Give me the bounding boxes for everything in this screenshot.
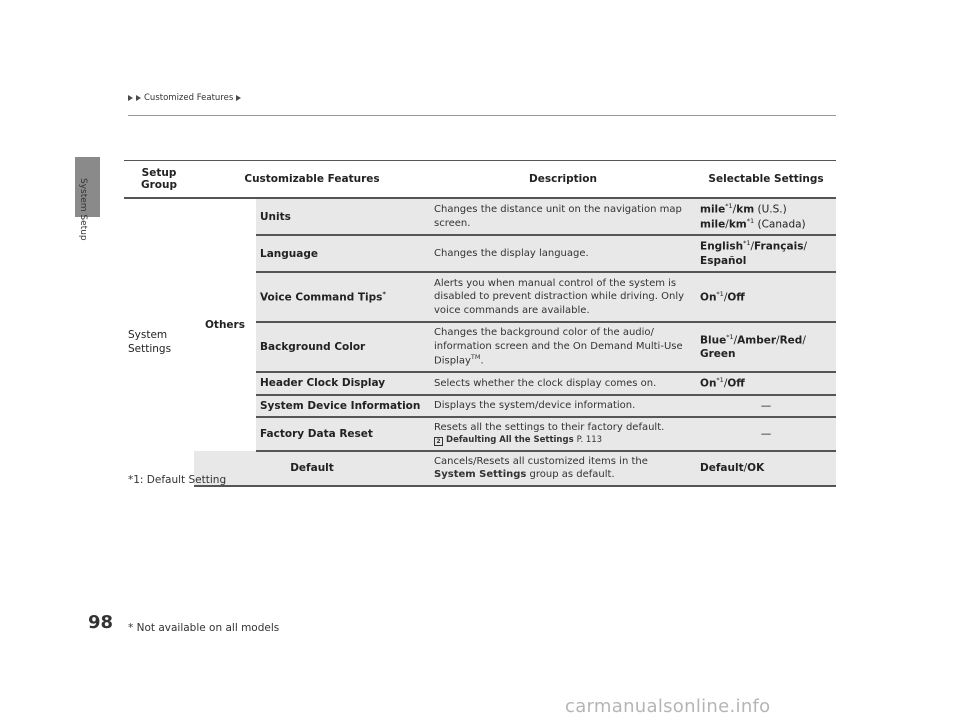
description-voice-command-tips: Alerts you when manual control of the system is disabled to prevent distraction while driving. Only voice commands are available. xyxy=(430,272,696,322)
header-divider xyxy=(128,115,836,116)
watermark: carmanualsonline.info xyxy=(565,696,771,717)
header-customizable-features: Customizable Features xyxy=(194,161,430,199)
breadcrumb xyxy=(128,93,241,103)
settings-background-color: Blue$^{*1}$/Amber/Red/ Green xyxy=(696,322,836,372)
table-row xyxy=(124,198,836,235)
footnote-default-setting: *1: Default Setting xyxy=(128,474,227,486)
sidebar-label: System Setup xyxy=(78,178,88,241)
feature-system-device-information: System Device Information xyxy=(256,395,430,417)
description-language: Changes the display language. xyxy=(430,235,696,272)
feature-factory-data-reset: Factory Data Reset xyxy=(256,417,430,451)
header-selectable-settings: Selectable Settings xyxy=(696,161,836,199)
customizable-features-table xyxy=(124,160,836,487)
description-system-device-information: Displays the system/device information. xyxy=(430,395,696,417)
description-factory-data-reset: Resets all the settings to their factory default. 2 Defaulting All the Settings P. 113 xyxy=(430,417,696,451)
default-label: Default xyxy=(194,451,430,486)
description-units: Changes the distance unit on the navigation map screen. xyxy=(430,198,696,235)
feature-background-color: Background Color xyxy=(256,322,430,372)
xref-page: P. 113 xyxy=(576,435,603,446)
settings-voice-command-tips: On$^{*1}$/Off xyxy=(696,272,836,322)
settings-language: English$^{*1}$/Français/ Español xyxy=(696,235,836,272)
xref-title: Defaulting All the Settings xyxy=(446,435,574,446)
breadcrumb-arrow-icon xyxy=(136,95,141,101)
subgroup-cell xyxy=(194,198,256,451)
settings-default: Default/OK xyxy=(696,451,836,486)
table-row xyxy=(124,451,836,486)
settings-system-device-information: — xyxy=(696,395,836,417)
feature-units: Units xyxy=(256,198,430,235)
description-header-clock-display: Selects whether the clock display comes on. xyxy=(430,372,696,395)
breadcrumb-arrow-icon xyxy=(128,95,133,101)
setup-group-cell xyxy=(124,198,194,486)
settings-factory-data-reset: — xyxy=(696,417,836,451)
subgroup-label: Others xyxy=(205,318,245,331)
description-background-color: Changes the background color of the audio/ information screen and the On Demand Multi-Use Display™. xyxy=(430,322,696,372)
feature-language: Language xyxy=(256,235,430,272)
settings-header-clock-display: On$^{*1}$/Off xyxy=(696,372,836,395)
footnote-availability: * Not available on all models xyxy=(128,622,280,634)
breadcrumb-label[interactable]: Customized Features xyxy=(144,93,234,103)
header-description: Description xyxy=(430,161,696,199)
settings-units: mile$^{*1}$/km (U.S.) mile/$km^{*1}$ (Canada) xyxy=(696,198,836,235)
table-header-row xyxy=(124,161,836,199)
page-number: 98 xyxy=(88,612,114,633)
feature-voice-command-tips: Voice Command Tips* xyxy=(256,272,430,322)
breadcrumb-arrow-icon xyxy=(236,95,241,101)
description-default: Cancels/Resets all customized items in the System Settings group as default. xyxy=(430,451,696,486)
header-setup-group: Setup Group xyxy=(124,161,194,199)
cross-reference[interactable] xyxy=(434,435,692,446)
setup-group-label: System Settings xyxy=(128,329,172,356)
feature-header-clock-display: Header Clock Display xyxy=(256,372,430,395)
reference-arrow-icon: 2 xyxy=(434,437,443,446)
